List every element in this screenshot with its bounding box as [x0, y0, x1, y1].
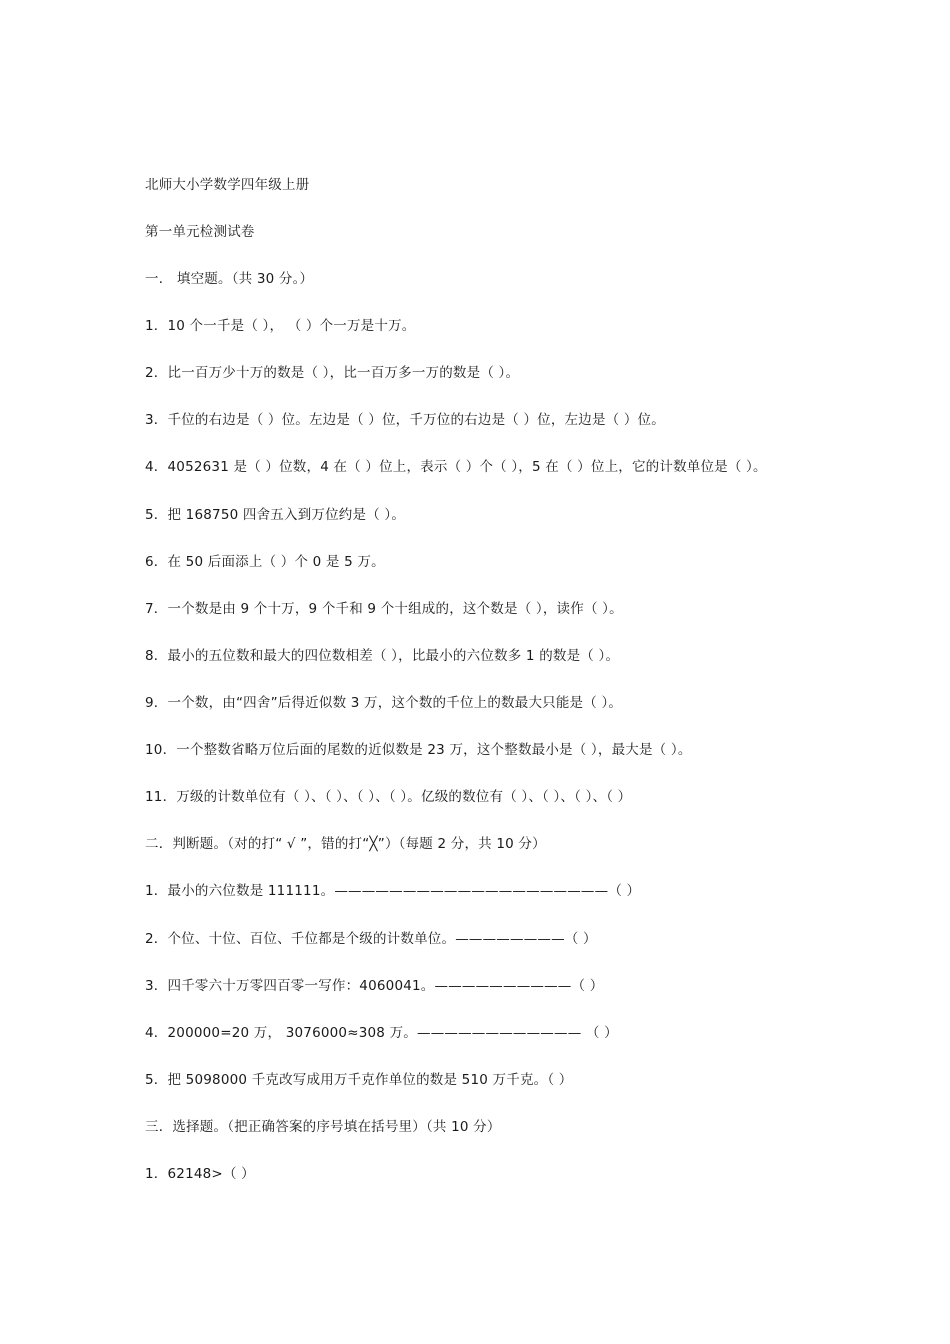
question-item: 4．200000=20 万， 3076000≈308 万。———————————— （ ） [145, 1025, 618, 1041]
question-item: 10．一个整数省略万位后面的尾数的近似数是 23 万，这个整数最小是（ ），最大是（ ）。 [145, 742, 692, 758]
question-item: 1．最小的六位数是 111111。————————————————————（ ） [145, 883, 641, 899]
question-item: 1．62148>（ ） [145, 1166, 255, 1182]
question-item: 2．个位、十位、百位、千位都是个级的计数单位。————————（ ） [145, 931, 597, 947]
question-item: 7．一个数是由 9 个十万，9 个千和 9 个十组成的，这个数是（ ），读作（ ）。 [145, 601, 623, 617]
question-item: 11．万级的计数单位有（ ）、（ ）、（ ）、（ ）。亿级的数位有（ ）、（ ）、（ ）、（ ） [145, 789, 632, 805]
section-heading-multiple-choice: 三．选择题。（把正确答案的序号填在括号里）（共 10 分） [145, 1119, 501, 1135]
question-item: 3．四千零六十万零四百零一写作：4060041。——————————（ ） [145, 978, 604, 994]
section-heading-fill-in: 一． 填空题。（共 30 分。） [145, 271, 314, 287]
question-item: 5．把 5098000 千克改写成用万千克作单位的数是 510 万千克。（ ） [145, 1072, 573, 1088]
question-item: 1．10 个一千是（ ）， （ ）个一万是十万。 [145, 318, 416, 334]
question-item: 8．最小的五位数和最大的四位数相差（ ），比最小的六位数多 1 的数是（ ）。 [145, 648, 620, 664]
question-item: 9．一个数，由“四舍”后得近似数 3 万，这个数的千位上的数最大只能是（ ）。 [145, 695, 623, 711]
section-heading-true-false: 二．判断题。（对的打“ √ ”，错的打“╳”）（每题 2 分，共 10 分） [145, 836, 546, 852]
question-item: 5．把 168750 四舍五入到万位约是（ ）。 [145, 507, 406, 523]
question-item: 2．比一百万少十万的数是（ ），比一百万多一万的数是（ ）。 [145, 365, 520, 381]
question-item: 3．千位的右边是（ ）位。左边是（ ）位，千万位的右边是（ ）位，左边是（ ）位。 [145, 412, 665, 428]
question-item: 4．4052631 是（ ）位数，4 在（ ）位上，表示（ ）个（ ），5 在（ ）位上，它的计数单位是（ ）。 [145, 459, 767, 475]
question-item: 6．在 50 后面添上（ ）个 0 是 5 万。 [145, 554, 385, 570]
document-subtitle: 第一单元检测试卷 [145, 224, 255, 240]
document-title: 北师大小学数学四年级上册 [145, 177, 310, 193]
